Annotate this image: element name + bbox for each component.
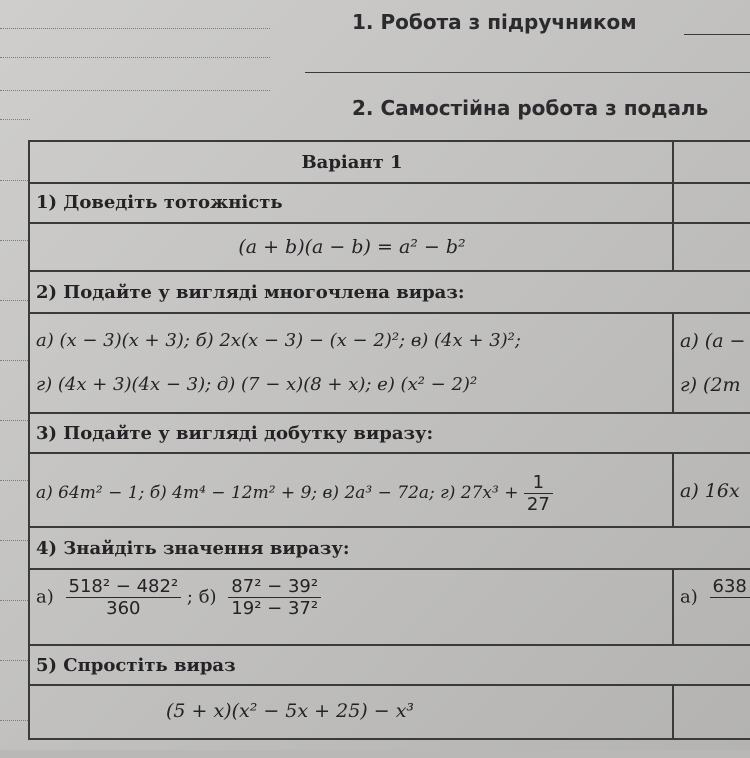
task4-right <box>680 576 750 619</box>
dotted-line <box>0 360 28 361</box>
task1-expression: (a + b)(a − b) = a² − b² <box>238 236 466 258</box>
dotted-line <box>0 300 28 301</box>
dotted-line <box>0 420 28 421</box>
task4-b-num: 87² − 39² <box>228 576 321 598</box>
task4-right-fraction <box>710 576 750 619</box>
task2-right-line1: а) (a − <box>680 330 746 352</box>
task4-separator: ; б) <box>186 586 217 608</box>
dotted-line <box>0 600 28 601</box>
task4-a-num: 518² − 482² <box>66 576 182 598</box>
dotted-line <box>0 480 28 481</box>
task4-expression <box>36 576 321 619</box>
task4-right-label: а) <box>680 586 698 608</box>
task3-frac-den: 27 <box>526 494 550 515</box>
section-heading-2: 2. Самостійна робота з подаль <box>352 96 709 120</box>
task4-body-row <box>28 568 750 644</box>
dotted-line <box>0 180 28 181</box>
task2-right-line2: г) (2m <box>680 374 741 396</box>
task5-title-row <box>28 644 750 684</box>
task5-expr-row <box>28 684 750 738</box>
variant-title: Варіант 1 <box>301 152 403 173</box>
variant-header-row <box>28 140 750 182</box>
section-heading-1: 1. Робота з підручником <box>352 10 637 34</box>
dotted-line <box>0 240 28 241</box>
dotted-line <box>0 57 270 58</box>
task3-fraction <box>524 472 553 515</box>
dotted-line <box>0 28 270 29</box>
dotted-line <box>0 119 30 120</box>
task3-title-row <box>28 412 750 452</box>
task1-expr-row <box>28 222 750 270</box>
answer-line <box>684 34 750 35</box>
task3-title: 3) Подайте у вигляді добутку виразу: <box>36 423 434 444</box>
next-task-row <box>28 738 750 758</box>
task3-frac-num: 1 <box>524 472 553 494</box>
answer-line <box>305 72 750 73</box>
task4-title: 4) Знайдіть значення виразу: <box>36 538 350 559</box>
task2-title-row <box>28 270 750 312</box>
task5-expression: (5 + x)(x² − 5x + 25) − x³ <box>165 700 415 722</box>
task2-line1: а) (x − 3)(x + 3); б) 2x(x − 3) − (x − 2)²; в) (4x + 3)²; <box>36 330 521 351</box>
dotted-line <box>0 720 28 721</box>
task1-title-row <box>28 182 750 222</box>
task3-expression <box>36 472 553 515</box>
task4-a-label: а) <box>36 586 54 608</box>
task5-title: 5) Спростіть вираз <box>36 655 236 676</box>
task3-body-row <box>28 452 750 526</box>
task4-b-den: 19² − 37² <box>231 598 319 619</box>
task4-right-num: 638 <box>710 576 750 598</box>
task4-b-fraction <box>228 576 321 619</box>
task3-right: а) 16x <box>680 480 740 502</box>
dotted-line <box>0 540 28 541</box>
task4-title-row <box>28 526 750 568</box>
task2-title: 2) Подайте у вигляді многочлена вираз: <box>36 282 465 303</box>
task4-a-den: 360 <box>106 598 141 619</box>
task3-line: а) 64m² − 1; б) 4m⁴ − 12m² + 9; в) 2a³ − 72a; г) 27x³ + <box>36 483 519 503</box>
dotted-line <box>0 90 270 91</box>
task1-title: 1) Доведіть тотожність <box>36 192 283 213</box>
dotted-line <box>0 660 28 661</box>
task4-a-fraction <box>66 576 182 619</box>
task2-body-row <box>28 312 750 412</box>
task2-line2: г) (4x + 3)(4x − 3); д) (7 − x)(8 + x); е) (x² − 2)² <box>36 374 478 395</box>
